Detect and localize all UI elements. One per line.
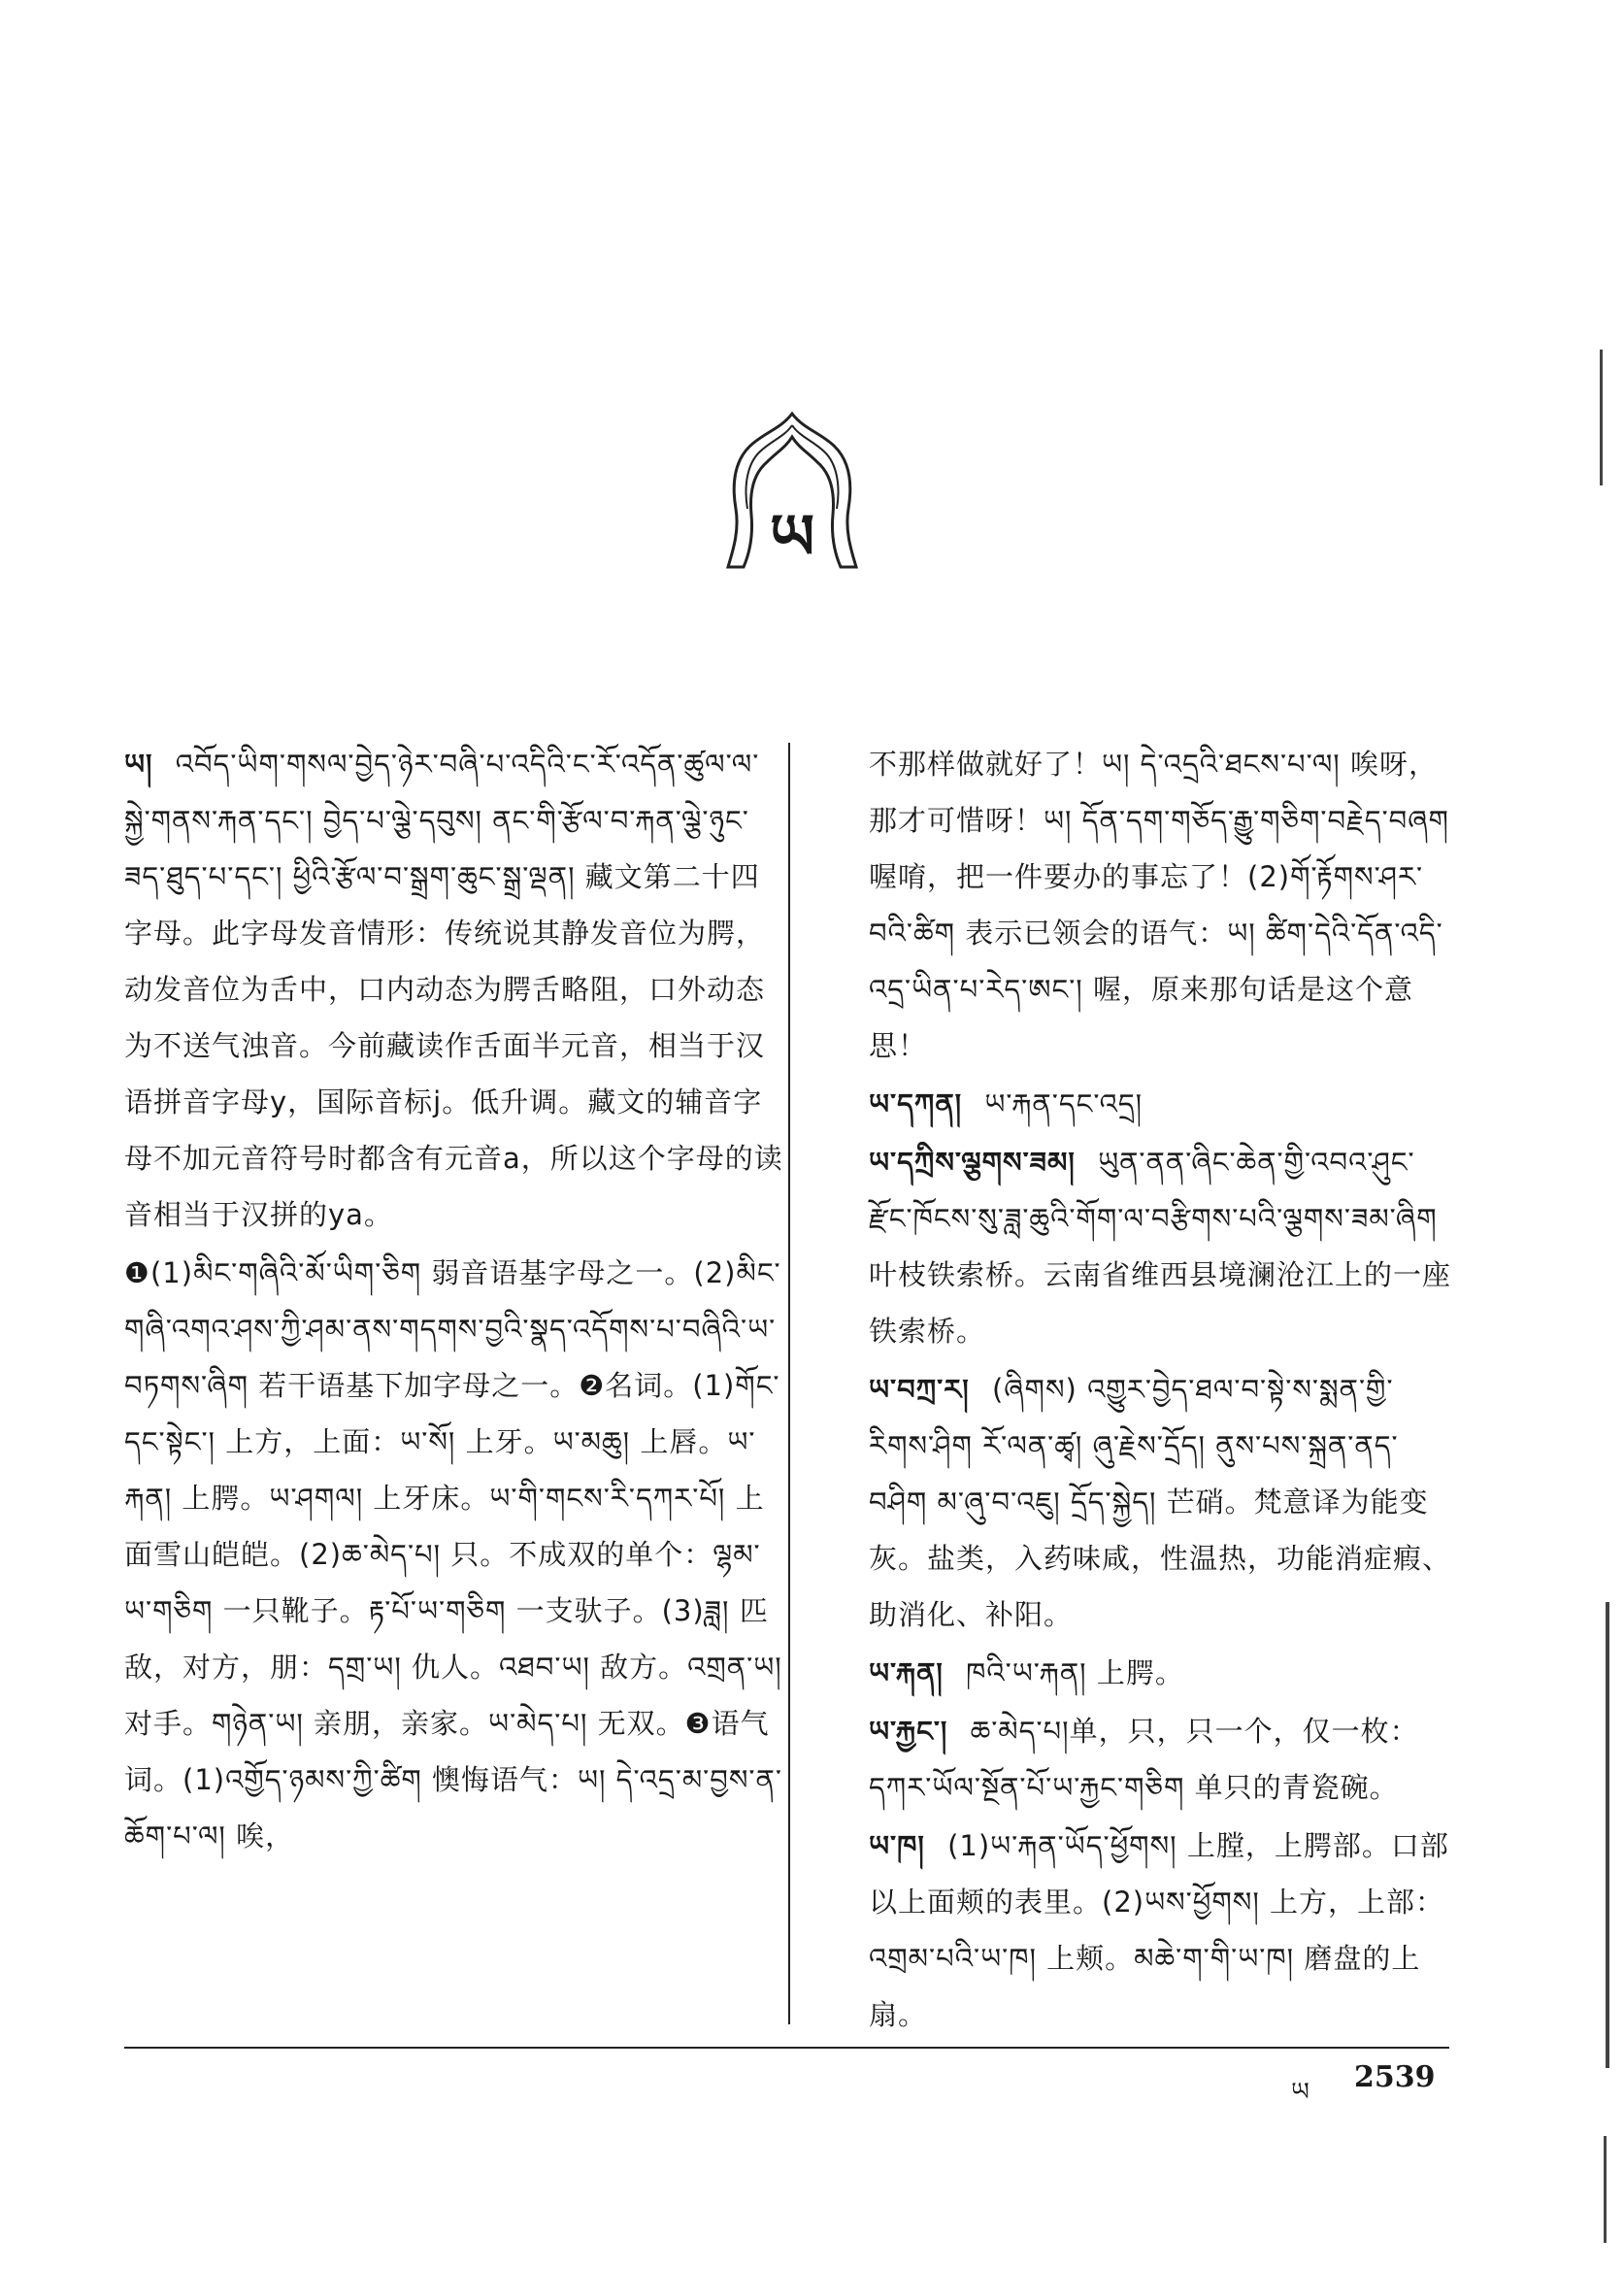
column-divider [788, 743, 790, 2024]
left-column [124, 736, 784, 1866]
entry-body: ཡ་རྐན་དང་འདྲ། [984, 1087, 1143, 1120]
letter-emblem [724, 408, 860, 573]
page-number: 2539 [1354, 2060, 1436, 2094]
entry-headword: ཡ་བཀྲ་ར། [869, 1373, 970, 1406]
entry-ya-dkris-bridge [869, 1134, 1451, 1359]
entry-ya-kha [869, 1818, 1451, 2043]
entry-headword: ཡ། [124, 748, 153, 781]
scan-mark [1604, 2136, 1607, 2243]
footer-rule [124, 2047, 1449, 2049]
entry-ya [124, 736, 784, 1243]
entry-ya-rkyang [869, 1703, 1451, 1816]
emblem-letter: ཡ [769, 502, 815, 574]
entry-headword: ཡ་དཀན། [869, 1087, 963, 1120]
right-column [869, 736, 1451, 2045]
entry-headword: ཡ་རྐན། [869, 1656, 944, 1689]
scan-mark [1606, 1602, 1609, 2068]
entry-ya-dkan [869, 1076, 1451, 1132]
entry-ya-bkra-ra [869, 1361, 1451, 1643]
entry-ya-senses [124, 1245, 784, 1864]
footer-section-letter: ཡ [1291, 2078, 1309, 2107]
entry-headword: ཡ་ཁ། [869, 1829, 925, 1862]
entry-body: (ཞིགས) འགྱུར་བྱེད་ཐལ་བ་སྟེ་ས་སྨན་གྱི་རིགས་ཤིག རོ་ལན་ཚྭ། ཞུ་རྗེས་དྲོད། ནུས་པས་སྐྲན་ནད་བཤིག མ་ཞུ་བ་འཇུ། དྲོད་སྐྱེད། 芒硝。梵意译为能变灰。盐类，入药味咸，性温热，功能消症瘕、助消化、补阳。 [869, 1373, 1452, 1631]
entry-body: 不那样做就好了！ཡ། དེ་འདྲའི་ཐངས་པ་ལ། 唉呀，那才可惜呀！ཡ། དོན་དག་གཅོད་རྒྱུ་གཅིག་བརྗེད་བཞག 喔唷，把一件要办的事忘了！(2)གོ་རྟོགས་ཤར་བའི་ཚིག 表示已领会的语气：ཡ། ཚིག་དེའི་དོན་འདི་འདྲ་ཡིན་པ་རེད་ཨང་། 喔，原来那句话是这个意思！ [869, 748, 1449, 1062]
scan-mark [1600, 350, 1603, 485]
entry-body: ཡུན་ནན་ཞིང་ཆེན་གྱི་འབའ་ཤུང་རྫོང་ཁོངས་སུ་ཟླ་ཆུའི་གོག་ལ་བརྩིགས་པའི་ལྕགས་ཟམ་ཞིག 叶枝铁索桥。云南省维西县境澜沧江上的一座铁索桥。 [869, 1146, 1452, 1348]
entry-body: འབོད་ཡིག་གསལ་བྱེད་ཉེར་བཞི་པ་འདིའི་ང་རོ་འདོན་ཚུལ་ལ་སྐྱེ་གནས་རྐན་དང་། བྱེད་པ་ལྕེ་དབུས། ནང་གི་རྩོལ་བ་རྐན་ལྕེ་ཉུང་ཟད་ཐུད་པ་དང་། ཕྱིའི་རྩོལ་བ་སྒྲག་ཆུང་སྒྲ་ལྡན། 藏文第二十四字母。此字母发音情形：传统说其静发音位为腭，动发音位为舌中，口内动态为腭舌略阻，口外动态为不送气浊音。今前藏读作舌面半元音，相当于汉语拼音字母y，国际音标j。低升调。藏文的辅音字母不加元音符号时都含有元音a，所以这个字母的读音相当于汉拼的ya。 [124, 748, 783, 1231]
entry-body: ཁའི་ཡ་རྐན། 上腭。 [966, 1656, 1184, 1689]
entry-headword: ཡ་དཀྲིས་ལྕགས་ཟམ། [869, 1146, 1076, 1179]
entry-body: (1)ཡ་རྐན་ཡོད་ཕྱོགས། 上膛，上腭部。口部以上面颊的表里。(2)ཡས་ཕྱོགས། 上方，上部：འགྲམ་པའི་ཡ་ཁ། 上颊。མཆེ་ག་གི་ཡ་ཁ། 磨盘的上扇。 [869, 1829, 1449, 2031]
entry-headword: ཡ་རྐྱང་། [869, 1715, 948, 1748]
entry-continuation [869, 736, 1451, 1074]
entry-body: ཆ་མེད་པ།单，只，只一个，仅一枚：དཀར་ཡོལ་སྔོན་པོ་ཡ་རྐྱང་གཅིག 单只的青瓷碗。 [869, 1715, 1419, 1804]
entry-ya-rkan [869, 1645, 1451, 1701]
entry-body: ❶(1)མིང་གཞིའི་མོ་ཡིག་ཅིག 弱音语基字母之一。(2)མིང་གཞི་འགའ་ཤས་ཀྱི་ཤམ་ནས་གདགས་བྱའི་སྣད་འདོགས་པ་བཞིའི་ཡ་བཏགས་ཞིག 若干语基下加字母之一。❷名词。(1)གོང་དང་སྟེང་། 上方，上面：ཡ་སོ། 上牙。ཡ་མཆུ། 上唇。ཡ་རྐན། 上腭。ཡ་ཤགལ། 上牙床。ཡ་གི་གངས་རི་དཀར་པོ། 上面雪山皑皑。(2)ཆ་མེད་པ། 只。不成双的单个：ལྷམ་ཡ་གཅིག 一只靴子。རྟ་པོ་ཡ་གཅིག 一支驮子。(3)ཟླ། 匹敌，对方，朋：དགྲ་ཡ། 仇人。འཐབ་ཡ། 敌方。འགྲན་ཡ། 对手。གཉེན་ཡ། 亲朋，亲家。ཡ་མེད་པ། 无双。❸语气词。(1)འགྱོད་ཉམས་ཀྱི་ཚིག 懊悔语气：ཡ། དེ་འདྲ་མ་བྱས་ན་ཆོག་པ་ལ། 唉， [124, 1256, 782, 1853]
